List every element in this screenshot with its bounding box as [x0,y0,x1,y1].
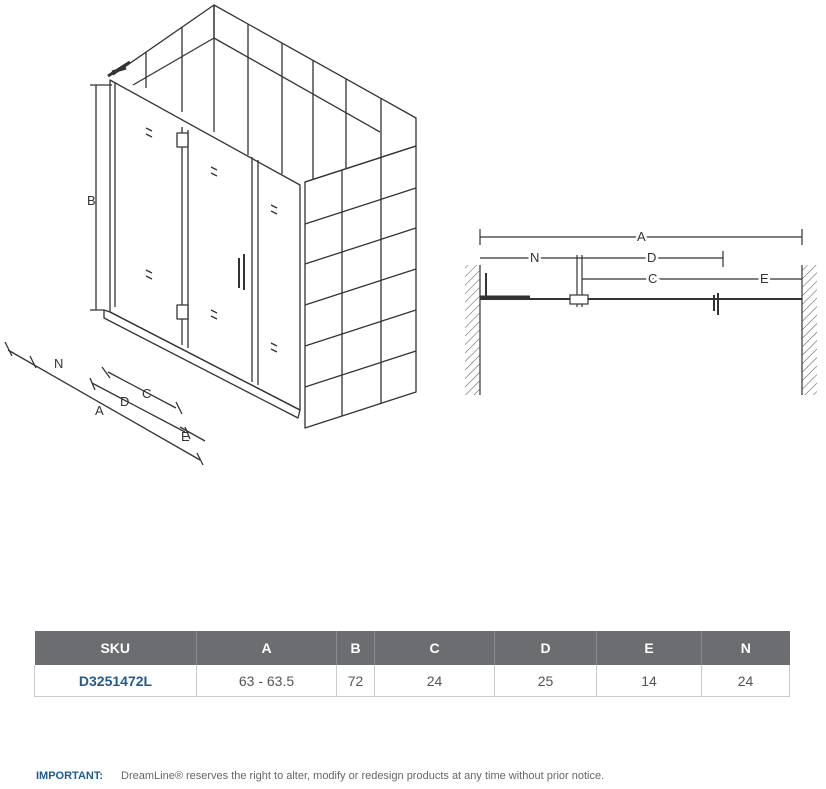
right-wall-hatch [802,265,817,395]
header-a: A [197,631,337,665]
plan-label-d: D [647,250,657,265]
important-label: IMPORTANT: [36,770,104,782]
header-e: E [597,631,702,665]
iso-label-a: A [95,403,104,418]
cell-n: 24 [702,665,790,697]
header-sku: SKU [35,631,197,665]
cell-a: 63 - 63.5 [197,665,337,697]
table-header-row [35,631,790,665]
header-c: C [375,631,495,665]
header-d: D [495,631,597,665]
iso-label-d: D [120,394,130,409]
iso-label-c: C [142,386,152,401]
footer-note [36,770,604,782]
isometric-shower-drawing [0,0,440,480]
cell-e: 14 [597,665,702,697]
iso-label-n: N [54,356,64,371]
iso-label-b: B [87,193,96,208]
dimensions-table [34,631,790,697]
cell-b: 72 [337,665,375,697]
cell-d: 25 [495,665,597,697]
iso-label-e: E [181,429,190,444]
disclaimer-text: DreamLine® reserves the right to alter, modify or redesign products at any time without prior notice. [121,770,605,782]
plan-view-drawing [450,215,820,405]
plan-label-c: C [648,271,658,286]
table-row [35,665,790,697]
header-n: N [702,631,790,665]
plan-label-a: A [637,229,646,244]
plan-label-e: E [760,271,769,286]
left-wall-hatch [465,265,480,395]
cell-sku: D3251472L [35,665,197,697]
cell-c: 24 [375,665,495,697]
header-b: B [337,631,375,665]
plan-label-n: N [530,250,540,265]
